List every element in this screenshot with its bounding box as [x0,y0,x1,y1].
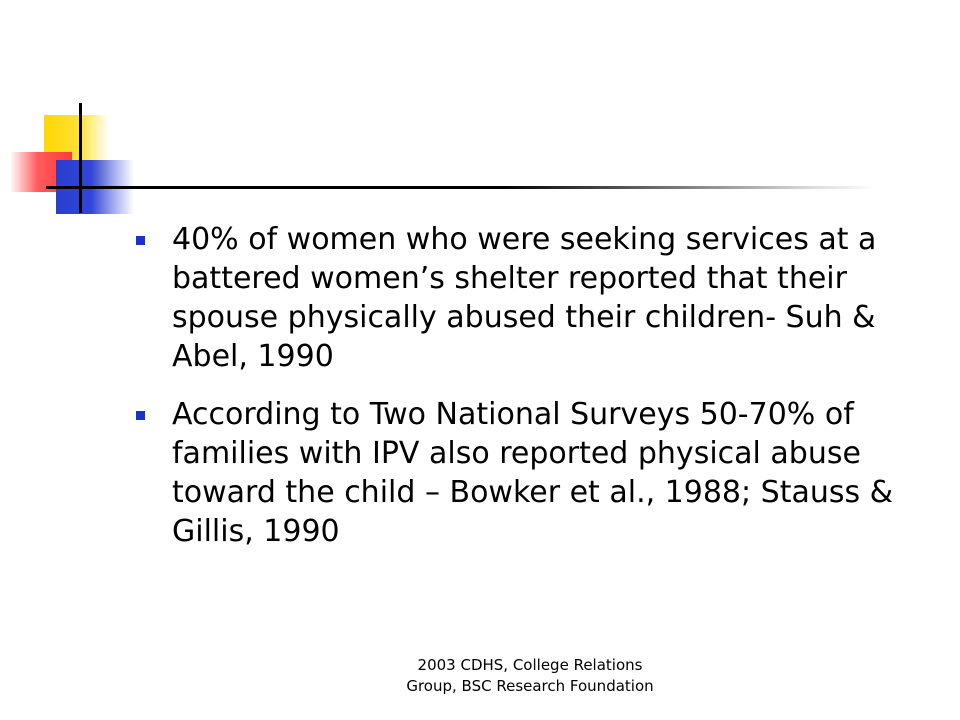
bullet-item [136,395,916,551]
title-divider-line [46,186,876,189]
bullet-list [136,220,916,570]
slide-footer [330,655,730,697]
square-bullet-icon [136,236,145,245]
bullet-text: 40% of women who were seeking services at a battered women’s shelter reported that their spouse physically abused their children- Suh & Abel, 1990 [172,222,877,374]
footer-line-2: Group, BSC Research Foundation [406,677,654,695]
footer-line-1: 2003 CDHS, College Relations [417,656,643,674]
square-bullet-icon [136,411,145,420]
bullet-item [136,220,916,376]
bullet-text: According to Two National Surveys 50-70% of families with IPV also reported physical abuse toward the child – Bowker et al., 1988; Stauss & Gillis, 1990 [172,397,894,549]
decor-vertical-line [79,103,82,213]
